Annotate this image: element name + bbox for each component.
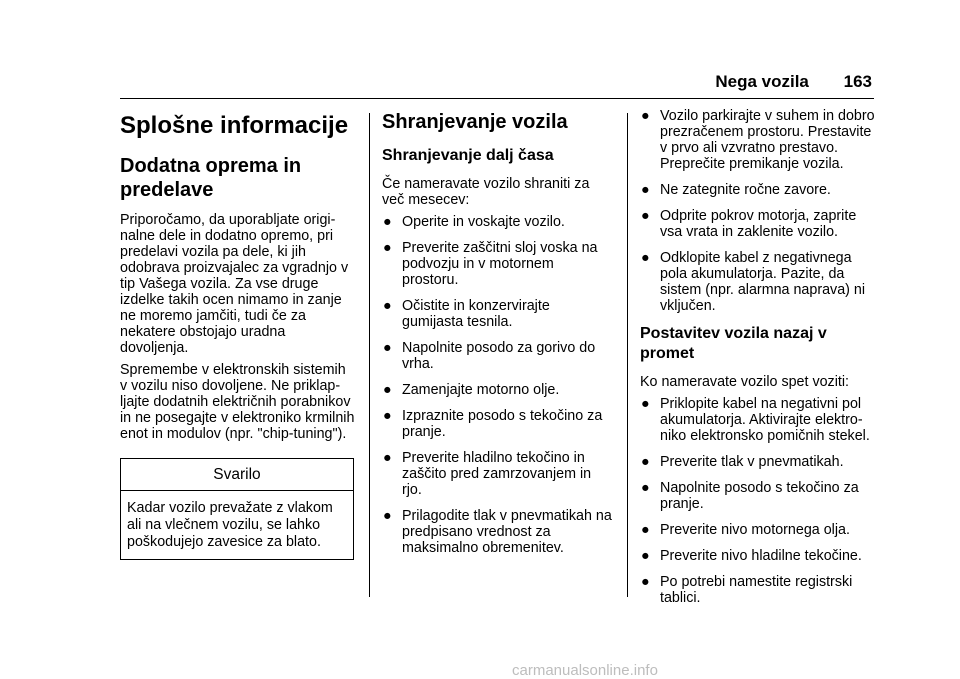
header-rule (120, 98, 874, 99)
section-title: Nega vozila (715, 72, 809, 91)
list-item: ● Prilagodite tlak v pnevmatikah na predpisano vrednost za maksimalno obremenitev. (383, 508, 612, 556)
list-item: ● Zamenjajte motorno olje. (383, 382, 560, 398)
page-header (715, 72, 872, 92)
return-list (640, 396, 876, 606)
warning-text: Kadar vozilo prevažate z vlakom ali na vlečnem vozilu, se lahko poškodujejo zavesice za blato. (127, 500, 333, 550)
column-divider-1 (369, 113, 370, 597)
bullet-icon: ● (383, 382, 392, 398)
heading-general-info: Splošne informacije (120, 112, 349, 139)
bullet-icon: ● (383, 298, 392, 314)
heading-accessories: Dodatna oprema in predelave (120, 155, 302, 201)
list-item: ● Preverite tlak v pnevmatikah. (641, 454, 844, 470)
list-item: ● Po potrebi namestite registrski tablici. (641, 574, 853, 606)
list-item: ● Preverite nivo hladilne tekočine. (641, 548, 862, 564)
list-item: ● Napolnite posodo za gorivo do vrha. (383, 340, 596, 372)
list-item: ● Preverite nivo motornega olja. (641, 522, 850, 538)
list-item: ● Ne zategnite ročne zavore. (641, 182, 831, 198)
list-item: ● Očistite in konzervirajte gumijasta tesnila. (383, 298, 550, 330)
bullet-icon: ● (383, 408, 392, 424)
bullet-icon: ● (383, 240, 392, 256)
list-item: ● Izpraznite posodo s tekočino za pranje. (383, 408, 603, 440)
paragraph-electronics: Spremembe v elektronskih sistemih v vozilu niso dovoljene. Ne priklap-ljajte dodatnih električnih porabnikov in ne posegajte v elektroniko krmilnih enot in modulov (npr. "chip-tuning"). (120, 362, 355, 442)
list-item: ● Preverite hladilno tekočino in zaščito pred zamrzovanjem in rjo. (383, 450, 592, 498)
heading-return-to-service: Postavitev vozila nazaj v promet (640, 325, 827, 362)
bullet-icon: ● (641, 182, 650, 198)
watermark: carmanualsonline.info (512, 662, 658, 679)
heading-storage: Shranjevanje vozila (382, 111, 568, 133)
column-storage-continued (640, 108, 876, 616)
list-item: ● Operite in voskajte vozilo. (383, 214, 565, 230)
paragraph-storage-intro: Če nameravate vozilo shraniti za več mesecev: (382, 176, 590, 208)
column-general-info (120, 108, 356, 560)
page-number: 163 (843, 72, 872, 91)
list-item: ● Odprite pokrov motorja, zaprite vsa vrata in zaklenite vozilo. (641, 208, 857, 240)
paragraph-accessories: Priporočamo, da uporabljate origi-nalne dele in dodatno opremo, pri predelavi vozila pa dele, ki jih odobrava proizvajalec za vgradnjo v tip Vašega vozila. Za vse druge izdelke takih ocen nimamo in zanje ne moremo jamčiti, tudi če za nekatere obstojajo uradna dovoljenja. (120, 212, 349, 356)
list-item: ● Napolnite posodo s tekočino za pranje. (641, 480, 859, 512)
storage-list-continued (640, 108, 876, 314)
bullet-icon: ● (641, 396, 650, 412)
bullet-icon: ● (641, 250, 650, 266)
bullet-icon: ● (641, 480, 650, 496)
list-item: ● Vozilo parkirajte v suhem in dobro prezračenem prostoru. Prestavite v prvo ali vzvratno prestavo. Preprečite premikanje vozila. (641, 108, 875, 172)
bullet-icon: ● (641, 454, 650, 470)
bullet-icon: ● (641, 574, 650, 590)
column-divider-2 (627, 113, 628, 597)
bullet-icon: ● (383, 214, 392, 230)
bullet-icon: ● (641, 208, 650, 224)
bullet-icon: ● (383, 508, 392, 524)
bullet-icon: ● (641, 548, 650, 564)
list-item: ● Preverite zaščitni sloj voska na podvozju in v motornem prostoru. (383, 240, 598, 288)
bullet-icon: ● (641, 522, 650, 538)
storage-list (382, 214, 612, 556)
column-storage (382, 108, 612, 566)
bullet-icon: ● (383, 340, 392, 356)
bullet-icon: ● (383, 450, 392, 466)
list-item: ● Odklopite kabel z negativnega pola akumulatorja. Pazite, da sistem (npr. alarmna naprava) ni vključen. (641, 250, 866, 314)
warning-title: Svarilo (121, 459, 353, 491)
heading-long-storage: Shranjevanje dalj časa (382, 147, 554, 164)
list-item: ● Priklopite kabel na negativni pol akumulatorja. Aktivirajte elektro-niko elektronsko pomičnih stekel. (641, 396, 870, 444)
warning-box (120, 458, 354, 560)
bullet-icon: ● (641, 108, 650, 124)
paragraph-return-intro: Ko nameravate vozilo spet voziti: (640, 374, 849, 390)
